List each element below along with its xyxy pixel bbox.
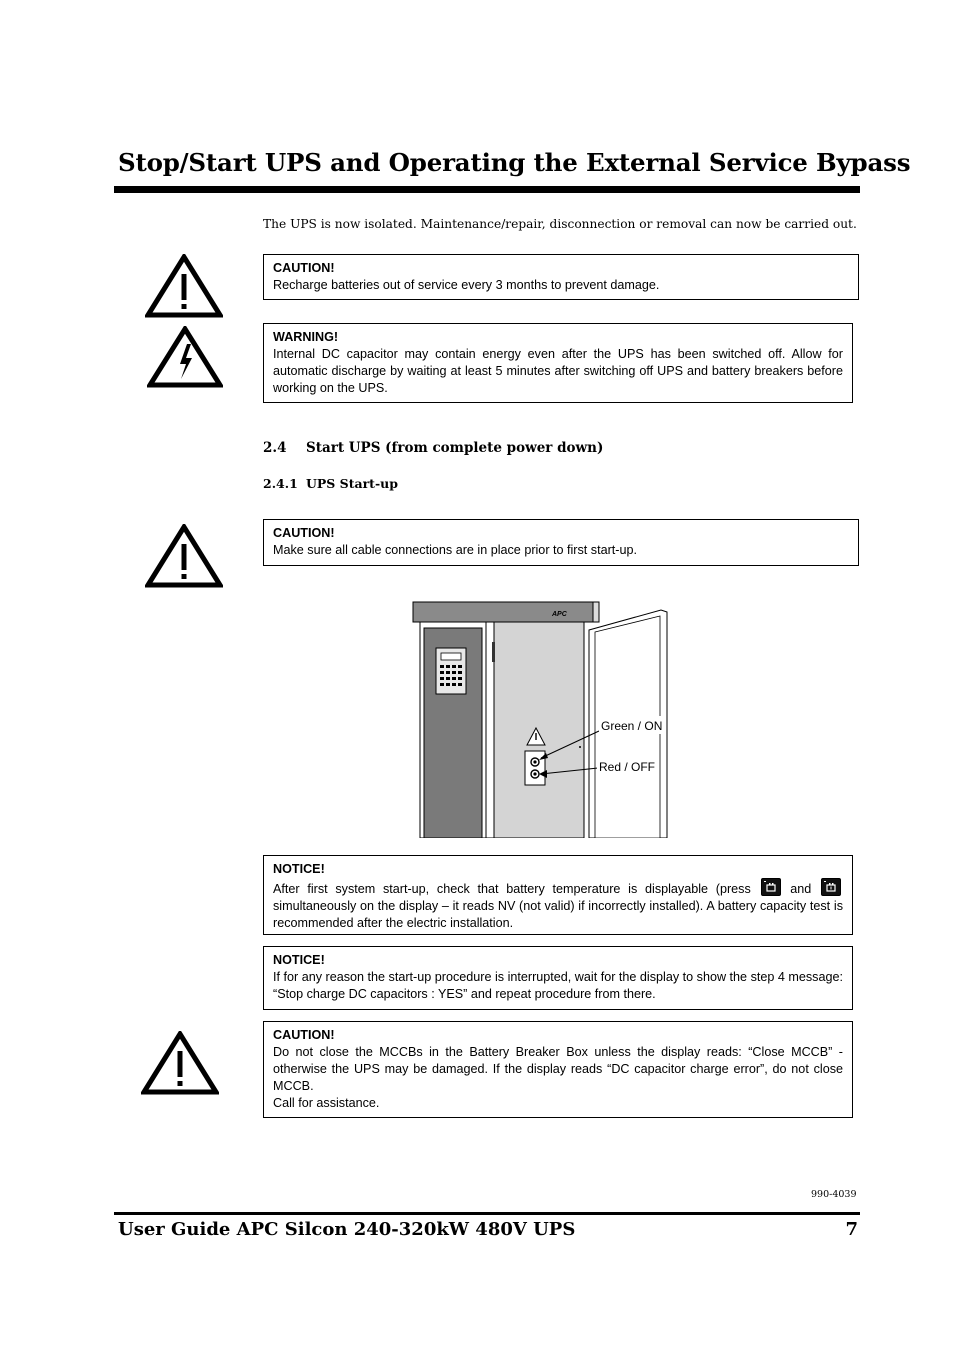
caution-box-mccb [263, 1021, 853, 1118]
apc-logo: APC [552, 611, 567, 618]
caution-triangle-icon [145, 254, 223, 318]
ups-cabinet-figure [408, 600, 678, 838]
section-number: 2.4 [263, 440, 287, 456]
battery-temperature-key-icon [821, 878, 841, 896]
caution-title: CAUTION! [273, 1028, 335, 1042]
section-heading [263, 440, 603, 456]
footer-title: User Guide APC Silcon 240-320kW 480V UPS [118, 1219, 576, 1240]
notice-body [273, 878, 843, 932]
warning-box-dc-capacitor [263, 323, 853, 403]
footer-rule [114, 1212, 860, 1215]
notice-body-part1: After first system start-up, check that battery temperature is displayable (press [273, 882, 751, 896]
caution-title: CAUTION! [273, 261, 335, 275]
caution-title: CAUTION! [273, 526, 335, 540]
caution-body: Make sure all cable connections are in place prior to first start-up. [273, 543, 637, 557]
document-number: 990-4039 [811, 1189, 857, 1200]
notice-body-part2: simultaneously on the display – it reads NV (not valid) if incorrectly installed). A battery capacity test is recommended after the electric installation. [273, 899, 843, 930]
subsection-title: UPS Start-up [306, 476, 398, 491]
notice-box-interrupted [263, 946, 853, 1010]
label-red-off: Red / OFF [599, 760, 656, 774]
title-rule [114, 186, 860, 193]
caution-body-assist: Call for assistance. [273, 1096, 380, 1110]
caution-box-batteries [263, 254, 859, 300]
subsection-heading [263, 476, 398, 491]
caution-triangle-icon [141, 1031, 219, 1095]
caution-box-cables [263, 519, 859, 566]
caution-body: Recharge batteries out of service every 3 months to prevent damage. [273, 278, 660, 292]
warning-title: WARNING! [273, 330, 339, 344]
switch-panel [525, 751, 545, 785]
notice-title: NOTICE! [273, 953, 325, 967]
notice-body: If for any reason the start-up procedure is interrupted, wait for the display to show the step 4 message: “Stop charge DC capacitors : YES” and repeat procedure from there. [273, 970, 843, 1001]
intro-text: The UPS is now isolated. Maintenance/repair, disconnection or removal can now be carried out. [263, 217, 857, 231]
battery-key-icon [761, 878, 781, 896]
subsection-number: 2.4.1 [263, 476, 298, 491]
warning-body: Internal DC capacitor may contain energy even after the UPS has been switched off. Allow for automatic discharge by waiting at least 5 minutes after switching off UPS and battery breakers before working on the UPS. [273, 347, 843, 395]
notice-title: NOTICE! [273, 862, 325, 876]
electrical-hazard-icon [147, 326, 223, 388]
page-title: Stop/Start UPS and Operating the External Service Bypass [118, 148, 911, 177]
caution-triangle-icon [145, 524, 223, 588]
label-green-on: Green / ON [601, 719, 663, 733]
notice-box-battery-temperature [263, 855, 853, 935]
notice-body-and: and [790, 882, 812, 896]
caution-body: Do not close the MCCBs in the Battery Breaker Box unless the display reads: “Close MCCB” - otherwise the UPS may be damaged. If the display reads “DC capacitor charge error”, do not close MCCB. [273, 1045, 843, 1093]
page-number: 7 [845, 1219, 858, 1240]
section-title: Start UPS (from complete power down) [306, 440, 604, 456]
